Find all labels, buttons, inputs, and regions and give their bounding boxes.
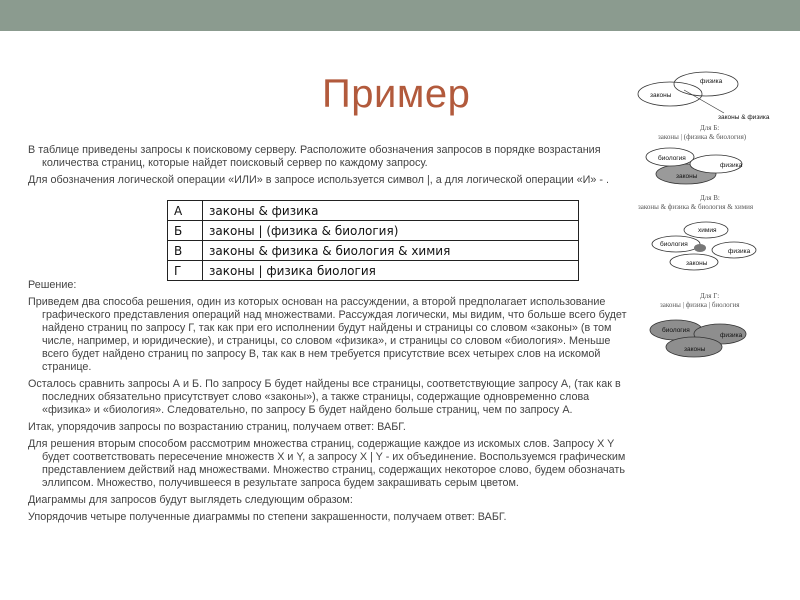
pointer-line (684, 90, 724, 113)
diagram-caption: законы | (физика & биология) (658, 133, 747, 141)
venn-diagram-a (638, 72, 770, 121)
venn-label: законы (686, 260, 708, 267)
queries-table (167, 200, 579, 281)
venn-label: биология (658, 155, 686, 162)
venn-diagram-d (650, 320, 746, 357)
solution-paragraph-5: Диаграммы для запросов будут выглядеть следующим образом: (28, 494, 353, 506)
venn-diagrams (628, 70, 778, 360)
intro-paragraph-1: В таблице приведены запросы к поисковому серверу. Расположите обозначения запросов в порядке возрастания количества страниц, которые найдет поисковый сервер по каждому запросу. (28, 144, 601, 169)
query-key: Г (168, 261, 203, 281)
diagram-caption: законы | физика | биология (660, 301, 740, 309)
diagram-caption: законы & физика & биология & химия (638, 203, 754, 211)
solution-text (28, 279, 628, 524)
venn-label: биология (662, 327, 690, 334)
table-row (168, 221, 579, 241)
query-key: В (168, 241, 203, 261)
table-row (168, 261, 579, 281)
venn-diagram-b (646, 148, 743, 184)
venn-label: физика (700, 78, 723, 85)
query-key: Б (168, 221, 203, 241)
solution-paragraph-4: Для решения вторым способом рассмотрим множества страниц, содержащие каждое из искомых слов. Запросу X Y будет соответствовать пересечение множеств X и Y, а запросу X | Y - их объединение. Воспользуемся графическим представлением действий над множествами. Множество страниц, содержащих некоторое слово, будем обозначать эллипсом. Множество, получившееся в результате запроса будем закрашивать серым цветом. (28, 438, 626, 489)
venn-label: законы (676, 173, 698, 180)
venn-label: законы (684, 346, 706, 353)
table-row (168, 241, 579, 261)
query-text: законы | (физика & биология) (203, 221, 579, 241)
diagram-header: Для В: (700, 194, 720, 202)
venn-label: биология (660, 241, 688, 248)
query-text: законы | физика биология (203, 261, 579, 281)
venn-label: химия (698, 227, 717, 234)
query-text: законы & физика & биология & химия (203, 241, 579, 261)
venn-label: физика (728, 248, 751, 255)
venn-label: физика (720, 332, 743, 339)
table-row (168, 201, 579, 221)
solution-paragraph-2: Осталось сравнить запросы А и Б. По запросу Б будет найдены все страницы, соответствующие запросу А, (так как в последних обязательно присутствует слово «законы»), а также страницы, содержащие одновременно слова «физика» и «биология». Следовательно, по запросу Б будет найдено больше страниц, чем по запросу А. (28, 378, 621, 416)
top-bar (0, 0, 800, 31)
query-text: законы & физика (203, 201, 579, 221)
diagram-header: Для Г: (700, 292, 720, 300)
diagram-header: Для Б: (700, 124, 720, 132)
venn-label: физика (720, 162, 743, 169)
solution-paragraph-3: Итак, упорядочив запросы по возрастанию страниц, получаем ответ: ВАБГ. (28, 421, 406, 433)
intro-text (28, 144, 628, 187)
slide-title: Пример (322, 72, 471, 116)
venn-intersection (694, 244, 706, 252)
solution-paragraph-6: Упорядочив четыре полученные диаграммы по степени закрашенности, получаем ответ: ВАБГ. (28, 511, 507, 523)
venn-caption: законы & физика (718, 114, 770, 121)
venn-diagram-c (652, 222, 756, 270)
solution-heading: Решение: (28, 279, 77, 291)
query-key: А (168, 201, 203, 221)
solution-paragraph-1: Приведем два способа решения, один из которых основан на рассуждении, а второй предполагает использование графического представления операций над множествами. Рассуждая логически, мы видим, что больше всего будет найдено страниц по запросу Г, так как при его исполнении будут найдены и страницы со словом «законы» (в том числе, например, и юридические), и страницы, со словом «физика», и страницы со словом «биология». Меньше всего будет найдено страниц по запросу В, так как в нем требуется присутствие всех четырех слов на искомой странице. (28, 296, 627, 373)
venn-label: законы (650, 92, 672, 99)
intro-paragraph-2: Для обозначения логической операции «ИЛИ» в запросе используется символ |, а для логической операции «И» - . (28, 174, 610, 186)
